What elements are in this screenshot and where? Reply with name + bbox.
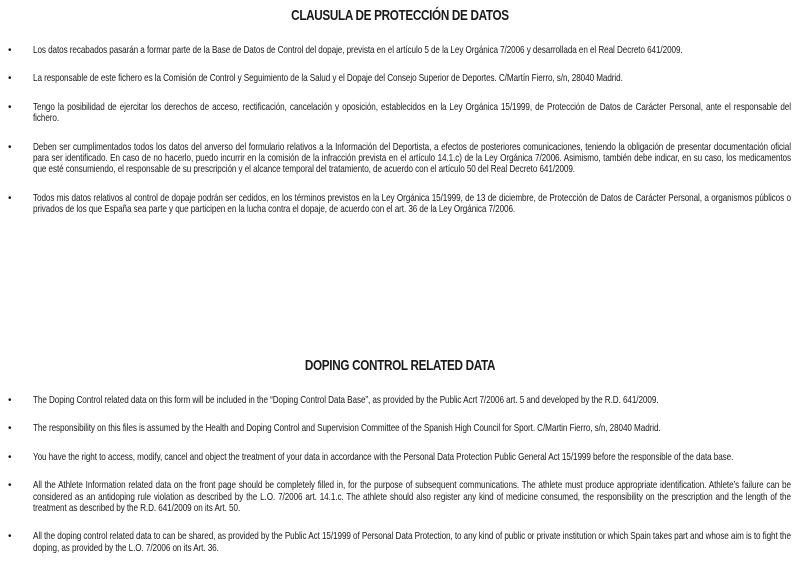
bullet-icon: • — [8, 45, 12, 56]
spanish-section-title: CLAUSULA DE PROTECCIÓN DE DATOS — [291, 7, 509, 24]
list-item-text: La responsable de este fichero es la Comisión de Control y Seguimiento de la Salud y el Dopaje del Consejo Superior de Deportes. C/Martín Fierro, s/n, 28040 Madrid. — [33, 72, 623, 85]
list-item — [0, 193, 800, 216]
list-item-text: Los datos recabados pasarán a formar parte de la Base de Datos de Control del dopaje, prevista en el artículo 5 de la Ley Orgánica 7/2006 y desarrollada en el Real Decreto 641/2009. — [33, 44, 683, 56]
list-item — [0, 102, 800, 125]
list-item-text: Todos mis datos relativos al control de dopaje podrán ser cedidos, en los términos previstos en la Ley Orgánica 15/1999, de 13 de diciembre, de Protección de Datos de Carácter Personal, a organismos públicos o privados de los que España sea parte y que participen en la lucha contra el dopaje, de acuerdo con el art. 36 de la Ley Orgánica 7/2006. — [33, 191, 791, 216]
list-item-text: All the Athlete Information related data on the front page should be completely filled in, for the purpose of subsequent communications. The athlete must produce appropriate identification. Athlete’s failure can be considered as an antidoping rule violation as described by the L.O. 7/2006 art. 14.1.c. The athlete should also register any kind of medicine consumed, the responsibility on the prescription and the length of the treatment as described by the R.D. 641/2009 on its Art. 50. — [33, 479, 791, 515]
list-item — [0, 531, 800, 554]
bullet-icon: • — [8, 395, 12, 406]
list-item — [0, 480, 800, 514]
list-item — [0, 423, 800, 434]
list-item-text: The Doping Control related data on this form will be included in the “Doping Control Data Base”, as provided by the Public Acrt 7/2006 art. 5 and developed by the R.D. 641/2009. — [33, 394, 659, 406]
list-item-text: Tengo la posibilidad de ejercitar los derechos de acceso, rectificación, cancelación y oposición, establecidos en la Ley Orgánica 15/1999, de Protección de Datos de Carácter Personal, ante el responsable del fichero. — [33, 100, 791, 125]
spanish-clause-list — [0, 45, 800, 233]
list-item-text: All the doping control related data to can be shared, as provided by the Public Act 15/1999 of Personal Data Protection, to any kind of public or private institution or which Spain takes part and whose aim is to fight the doping, as provided by the L.O. 7/2006 on its Art. 36. — [33, 530, 791, 554]
bullet-icon: • — [8, 531, 12, 543]
bullet-icon: • — [8, 73, 12, 85]
english-clause-list — [0, 395, 800, 571]
spanish-section — [0, 7, 800, 216]
english-section — [0, 357, 800, 554]
list-item-text: You have the right to access, modify, cancel and object the treatment of your data in accordance with the Personal Data Protection Public General Act 15/1999 before the responsible of the data base. — [33, 450, 734, 463]
bullet-icon: • — [8, 451, 12, 463]
bullet-icon: • — [8, 480, 12, 492]
list-item — [0, 73, 800, 84]
list-item — [0, 45, 800, 56]
bullet-icon: • — [8, 141, 12, 153]
list-item — [0, 142, 800, 176]
english-section-title: DOPING CONTROL RELATED DATA — [304, 357, 496, 374]
bullet-icon: • — [8, 101, 12, 113]
list-item — [0, 452, 800, 463]
list-item-text: Deben ser cumplimentados todos los datos del anverso del formulario relativos a la Información del Deportista, a efectos de posteriores comunicaciones, teniendo la obligación de presentar documentación oficial para ser identificado. En caso de no hacerlo, puedo incurrir en la comisión de la infracción prevista en el artículo 14.1.c) de la Ley Orgánica 7/2006. Asimismo, también debe indicar, en su caso, los medicamentos que esté consumiendo, el responsable de su prescripción y el alcance temporal del tratamiento, de acuerdo con el artículo 50 del Real Decreto 641/2009. — [33, 140, 791, 176]
bullet-icon: • — [8, 192, 12, 204]
list-item — [0, 395, 800, 406]
list-item-text: The responsibility on this files is assumed by the Health and Doping Control and Supervision Committee of the Spanish High Council for Sport. C/Martin Fierro, s/n, 28040 Madrid. — [33, 422, 661, 435]
bullet-icon: • — [8, 423, 12, 435]
